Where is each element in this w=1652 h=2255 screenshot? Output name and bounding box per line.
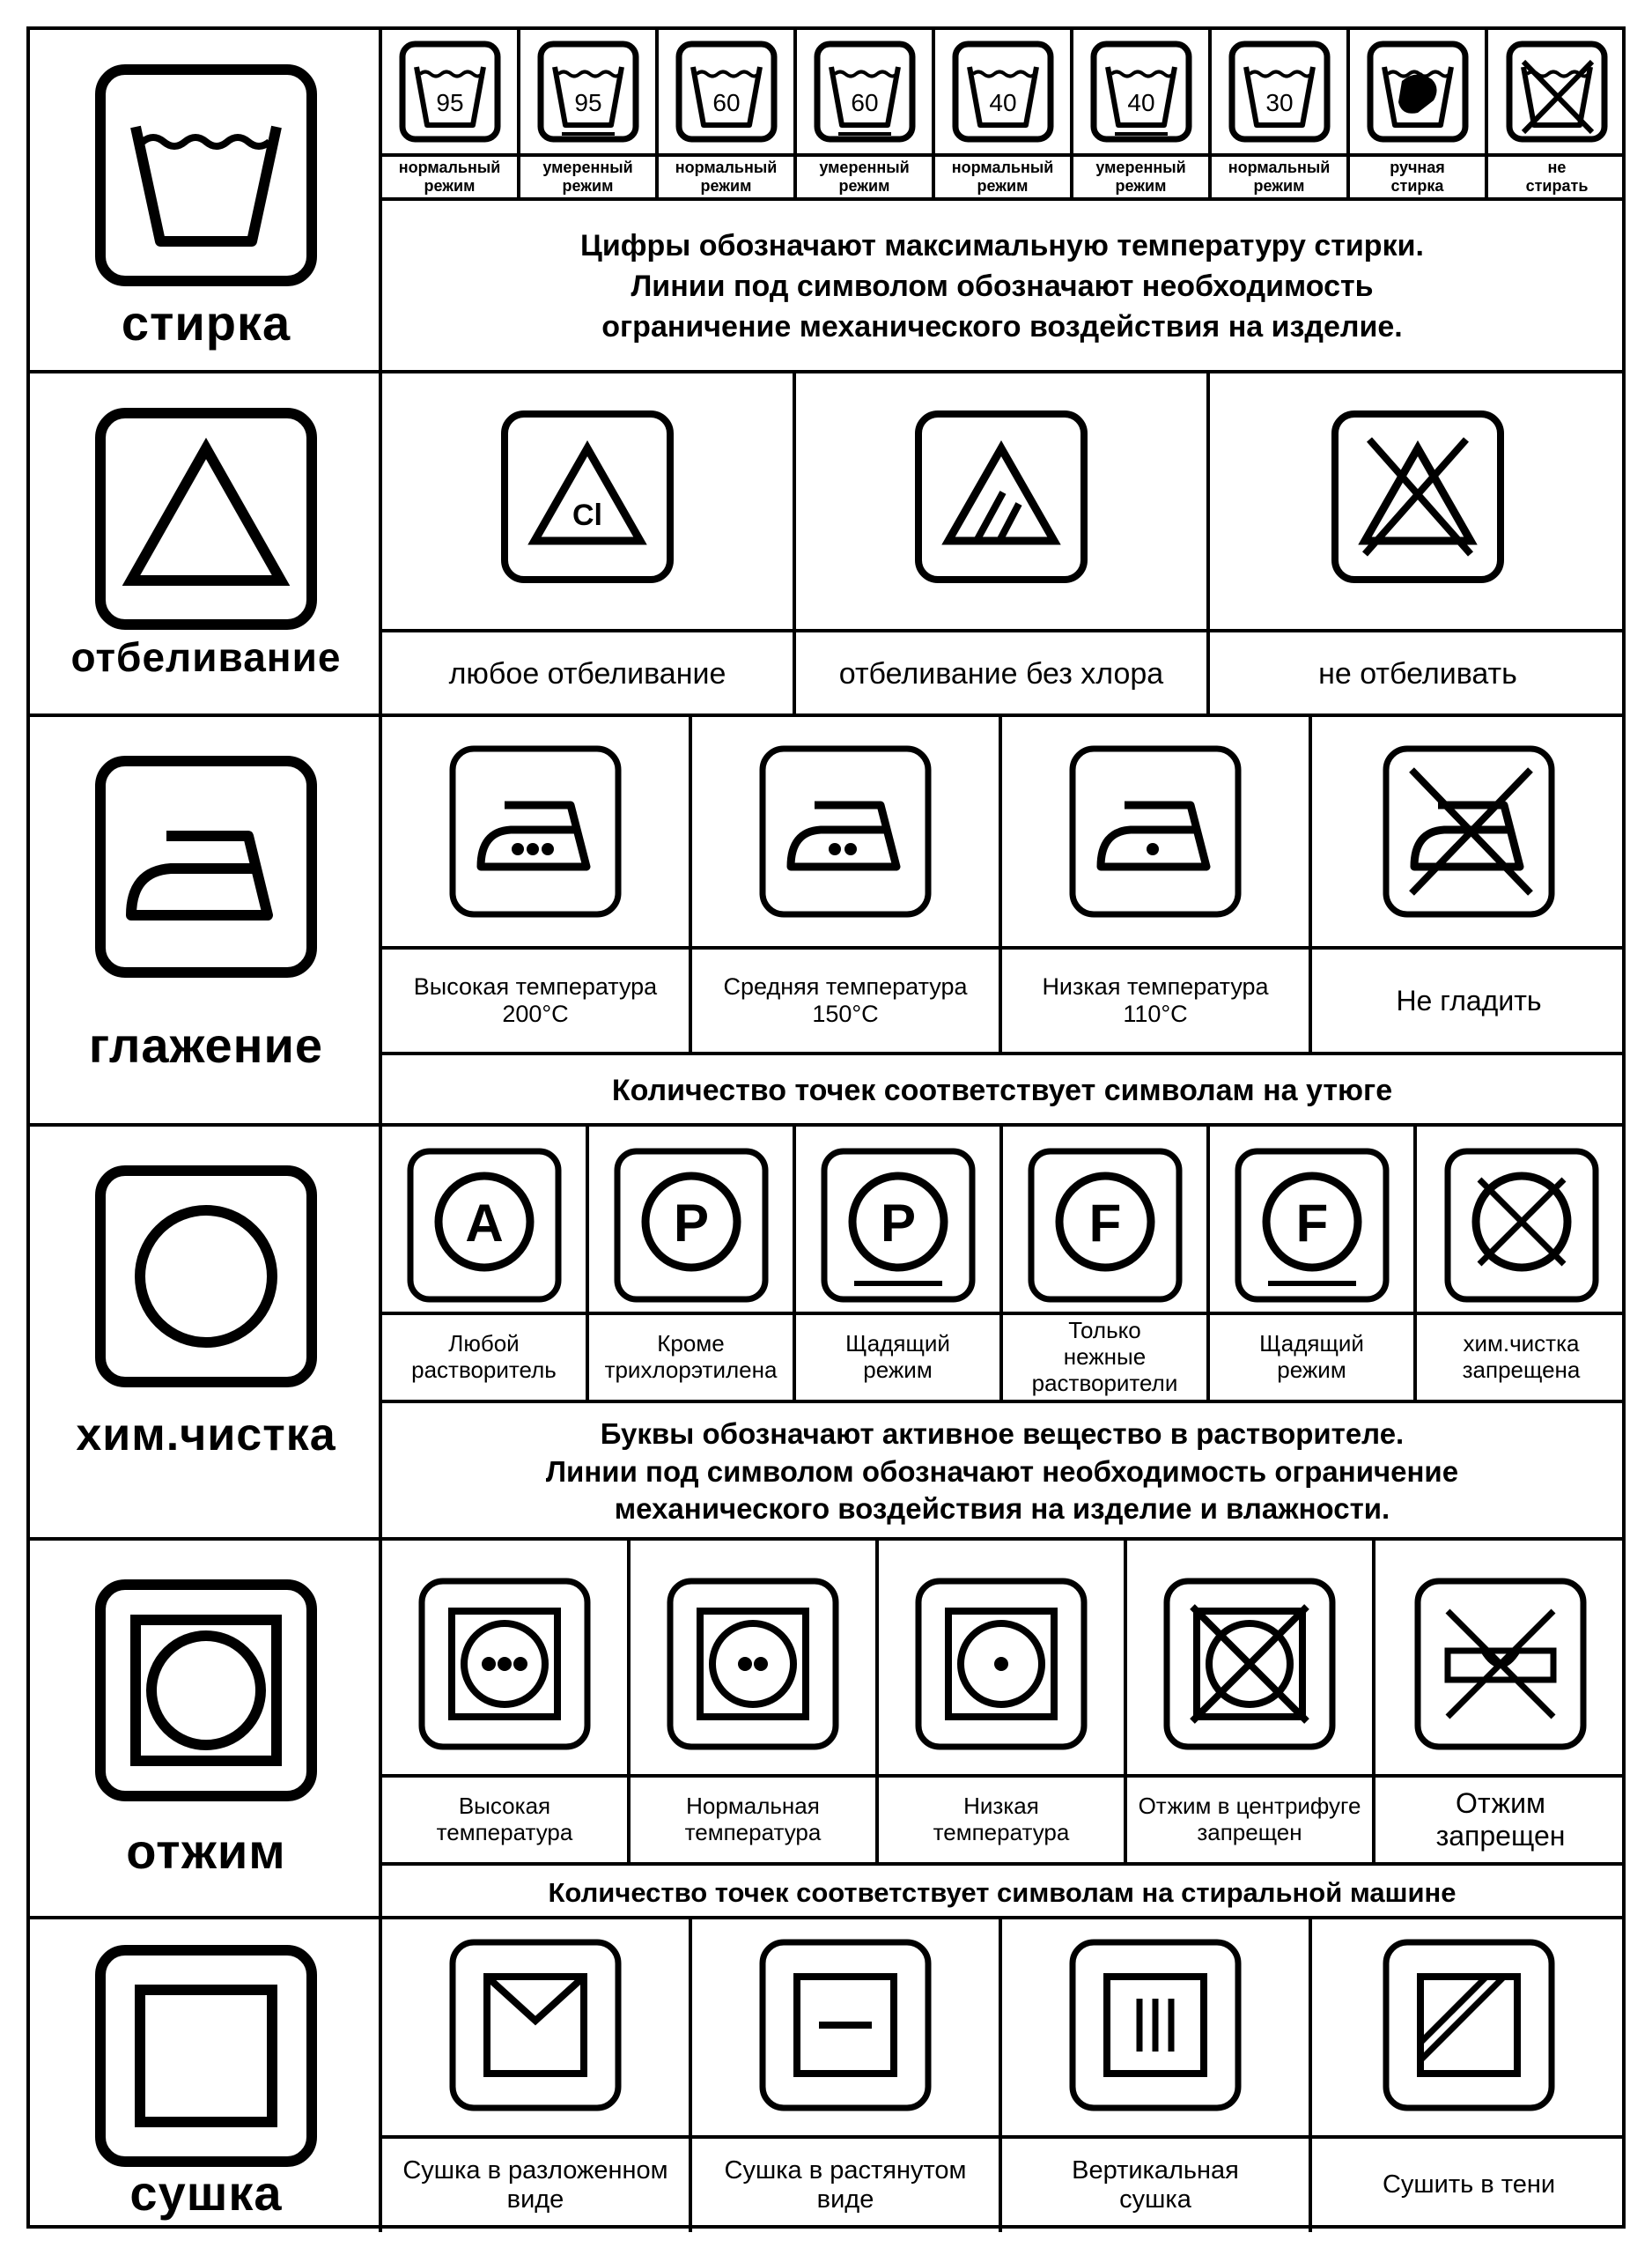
dryclean-label: Щадящий режим (1210, 1312, 1413, 1400)
wash-temp-icon (1088, 39, 1194, 144)
ironing-note: Количество точек соответствует символам на утюге (382, 1052, 1622, 1127)
dry-in-shade-icon (1381, 1937, 1557, 2113)
wash-symbol-9 (1488, 30, 1626, 197)
spin-label: Низкая температура (879, 1774, 1124, 1862)
dry-flat-icon (757, 1937, 933, 2113)
wash-symbol-4 (797, 30, 935, 197)
dryclean-symbol-3 (796, 1127, 1003, 1400)
drying-row (30, 1919, 1622, 2232)
iron-label: Не гладить (1312, 946, 1626, 1052)
iron-label: Низкая температура 110°С (1002, 946, 1309, 1052)
washing-category (30, 30, 382, 370)
drycleaning-note: Буквы обозначают активное вещество в растворителе. Линии под символом обозначают необходимость ограничение механического воздействия на изделие и влажности. (382, 1400, 1622, 1541)
hand-wash-icon (1365, 39, 1471, 144)
wash-temp-icon (1227, 39, 1332, 144)
dryclean-label: Только нежные растворители (1003, 1312, 1206, 1400)
dryclean-letter-icon (405, 1146, 564, 1305)
wash-label: нормальный режим (1212, 153, 1346, 197)
dryclean-symbol-2 (589, 1127, 796, 1400)
tumble-dryer-icon (92, 1576, 321, 1805)
bleach-any-label: любое отбеливание (382, 629, 793, 717)
spin-symbol-3 (879, 1541, 1127, 1862)
wash-symbol-5 (935, 30, 1073, 197)
wash-temp-icon (950, 39, 1056, 144)
spin-symbol-5 (1375, 1541, 1626, 1862)
dry-label: Вертикальная сушка (1002, 2135, 1309, 2232)
dryclean-label: Любой растворитель (382, 1312, 586, 1400)
spinning-category (30, 1541, 382, 1916)
no-wring-icon (1412, 1576, 1589, 1752)
bleach-nonchlorine-icon (913, 409, 1089, 585)
temperature-value: 95 (573, 89, 602, 116)
dryclean-label: хим.чистка запрещена (1417, 1312, 1626, 1400)
dryclean-symbol-5 (1210, 1127, 1417, 1400)
wash-label: ручная стирка (1350, 153, 1485, 197)
no-bleach-icon (1330, 409, 1506, 585)
iron-dots-icon (757, 743, 933, 920)
wash-symbol-8 (1350, 30, 1488, 197)
iron-symbol-4 (1312, 717, 1626, 1052)
dryclean-letter-icon (819, 1146, 977, 1305)
bleaching-category (30, 373, 382, 713)
washing-note: Цифры обозначают максимальную температуру стирки. Линии под символом обозначают необходимость ограничение механического воздействия на изделие. (382, 197, 1622, 373)
wash-temp-icon (535, 39, 641, 144)
dryclean-label: Кроме трихлорэтилена (589, 1312, 793, 1400)
wash-symbol-6 (1073, 30, 1212, 197)
dry-label: Сушить в тени (1312, 2135, 1626, 2232)
solvent-letter: P (880, 1194, 916, 1253)
wash-label: нормальный режим (935, 153, 1070, 197)
temperature-value: 60 (850, 89, 879, 116)
spinning-note: Количество точек соответствует символам на стиральной машине (382, 1862, 1622, 1919)
wash-label: умеренный режим (520, 153, 655, 197)
washing-row (30, 30, 1622, 373)
wash-temp-icon (397, 39, 503, 144)
solvent-letter: F (1088, 1194, 1121, 1253)
wash-symbol-1 (382, 30, 520, 197)
spin-label: Отжим запрещен (1375, 1774, 1626, 1862)
spin-symbol-4 (1127, 1541, 1375, 1862)
dryclean-letter-icon (1233, 1146, 1391, 1305)
spin-label: Отжим в центрифуге запрещен (1127, 1774, 1372, 1862)
triangle-icon (92, 404, 321, 633)
iron-icon (92, 752, 321, 981)
bleach-any-cell (382, 373, 796, 717)
ironing-label: глажение (88, 1017, 324, 1073)
wash-label: умеренный режим (1073, 153, 1208, 197)
spinning-row (30, 1541, 1622, 1919)
dry-symbol-4 (1312, 1919, 1626, 2232)
wash-label: не стирать (1488, 153, 1626, 197)
spin-label: Высокая температура (382, 1774, 627, 1862)
circle-icon (92, 1162, 321, 1391)
washing-label: стирка (121, 295, 291, 351)
solvent-letter: P (673, 1194, 709, 1253)
iron-symbol-1 (382, 717, 692, 1052)
drycleaning-row (30, 1127, 1622, 1541)
care-symbols-chart (26, 26, 1626, 2229)
ironing-category (30, 717, 382, 1123)
washing-tub-icon (92, 61, 321, 290)
dryclean-letter-icon (612, 1146, 771, 1305)
drying-category (30, 1919, 382, 2232)
temperature-value: 60 (712, 89, 741, 116)
dry-symbol-2 (692, 1919, 1002, 2232)
spin-symbol-1 (382, 1541, 631, 1862)
wash-label: умеренный режим (797, 153, 932, 197)
iron-symbol-2 (692, 717, 1002, 1052)
wash-symbol-2 (520, 30, 659, 197)
wash-temp-icon (812, 39, 918, 144)
iron-dots-icon (447, 743, 623, 920)
no-tumble-icon (1162, 1576, 1338, 1752)
solvent-letter: F (1295, 1194, 1328, 1253)
wash-temp-icon (674, 39, 779, 144)
bleaching-row (30, 373, 1622, 717)
drycleaning-category (30, 1127, 382, 1537)
iron-symbol-3 (1002, 717, 1312, 1052)
temperature-value: 95 (435, 89, 464, 116)
bleach-nonchlorine-label: отбеливание без хлора (796, 629, 1206, 717)
spin-symbol-2 (631, 1541, 879, 1862)
spinning-label: отжим (126, 1823, 286, 1879)
temperature-value: 30 (1265, 89, 1294, 116)
dry-symbol-1 (382, 1919, 692, 2232)
do-not-dryclean-icon (1442, 1146, 1601, 1305)
dryclean-symbol-6 (1417, 1127, 1626, 1400)
drycleaning-label: хим.чистка (76, 1409, 336, 1460)
tumble-dots-icon (665, 1576, 841, 1752)
iron-dots-icon (1067, 743, 1243, 920)
dry-label: Сушка в растянутом виде (692, 2135, 999, 2232)
line-dry-icon (447, 1937, 623, 2113)
do-not-wash-icon (1504, 39, 1610, 144)
tumble-dots-icon (913, 1576, 1089, 1752)
bleach-no-cell (1210, 373, 1626, 717)
temperature-value: 40 (1126, 89, 1155, 116)
drip-dry-icon (1067, 1937, 1243, 2113)
temperature-value: 40 (988, 89, 1017, 116)
wash-symbol-7 (1212, 30, 1350, 197)
dry-symbol-3 (1002, 1919, 1312, 2232)
dryclean-symbol-4 (1003, 1127, 1210, 1400)
wash-label: нормальный режим (382, 153, 517, 197)
solvent-letter: A (464, 1194, 504, 1253)
ironing-row (30, 717, 1622, 1127)
dryclean-letter-icon (1026, 1146, 1184, 1305)
bleach-chlorine-icon (499, 409, 675, 585)
dryclean-symbol-1 (382, 1127, 589, 1400)
tumble-dots-icon (417, 1576, 593, 1752)
iron-label: Средняя температура 150°С (692, 946, 999, 1052)
do-not-iron-icon (1381, 743, 1557, 920)
drying-label: сушка (129, 2165, 283, 2221)
bleaching-label: отбеливание (70, 634, 342, 680)
spin-label: Нормальная температура (631, 1774, 875, 1862)
iron-label: Высокая температура 200°С (382, 946, 689, 1052)
square-icon (92, 1941, 321, 2170)
dryclean-label: Щадящий режим (796, 1312, 999, 1400)
dry-label: Сушка в разложенном виде (382, 2135, 689, 2232)
bleach-nonchlorine-cell (796, 373, 1210, 717)
bleach-no-label: не отбеливать (1210, 629, 1626, 717)
svg-text:Cl: Cl (572, 499, 602, 532)
wash-symbol-3 (659, 30, 797, 197)
wash-label: нормальный режим (659, 153, 793, 197)
